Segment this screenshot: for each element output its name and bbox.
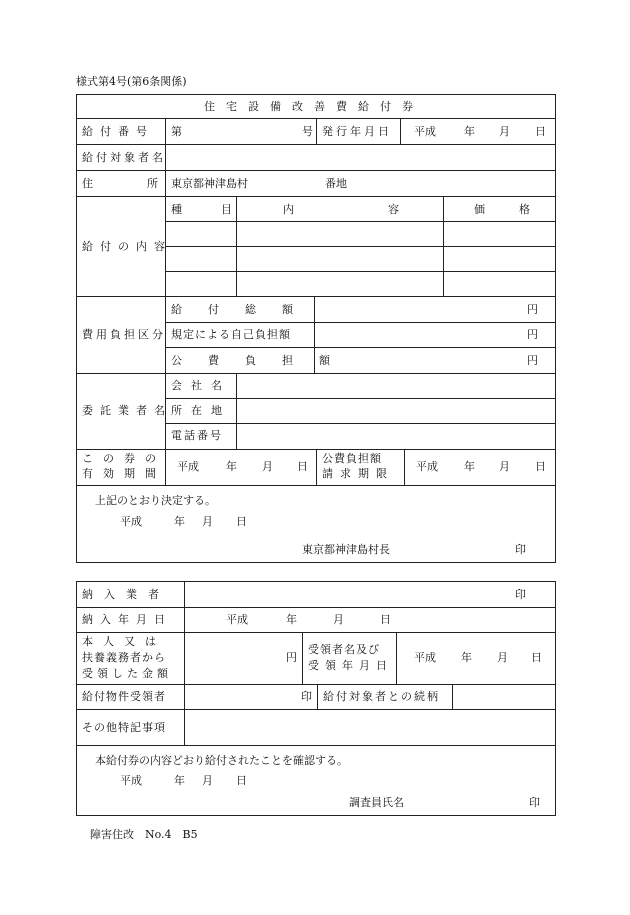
paid-label-2: 扶養義務者から <box>82 651 166 664</box>
number-prefix: 第 <box>171 125 182 138</box>
address-label-1: 住 <box>82 177 93 190</box>
goods-receiver-seal: 印 <box>301 690 312 703</box>
relation-label: 給付対象者との続柄 <box>323 690 440 703</box>
mayor-seal: 印 <box>515 543 526 556</box>
receiver-label-2: 受領年月日 <box>308 659 393 672</box>
valid-label-2: 有効期間 <box>82 467 166 480</box>
receiver-year: 年 <box>461 651 472 664</box>
decision-year: 年 <box>174 515 185 528</box>
delivery-date-label: 納入年月日 <box>82 613 172 626</box>
claim-year: 年 <box>464 460 475 473</box>
address-label-2: 所 <box>147 177 158 190</box>
vendor-label: 納入業者 <box>82 588 170 601</box>
company-addr-label: 所在地 <box>171 404 231 417</box>
inspector-seal: 印 <box>529 796 540 809</box>
issue-date-label: 発行年月日 <box>322 125 392 138</box>
claim-day: 日 <box>535 460 546 473</box>
footer-code: 障害住改 No.4 B5 <box>90 828 198 841</box>
company-tel-label: 電話番号 <box>171 429 223 442</box>
confirm-era: 平成 <box>120 774 142 787</box>
paid-label-1: 本人又は <box>82 635 166 648</box>
col-price-2: 格 <box>519 203 530 216</box>
paid-label-3: 受領した金額 <box>82 667 172 680</box>
decision-era: 平成 <box>120 515 142 528</box>
address-suffix: 番地 <box>325 177 347 190</box>
cost-label: 費用負担区分 <box>82 328 166 341</box>
inspector-label: 調査員氏名 <box>349 796 404 809</box>
col-kind-2: 目 <box>221 203 232 216</box>
issue-month: 月 <box>499 125 510 138</box>
issue-day: 日 <box>535 125 546 138</box>
delivery-day: 日 <box>380 613 391 626</box>
issue-date-era: 平成 <box>414 125 436 138</box>
number-label: 給付番号 <box>82 125 154 138</box>
confirm-month: 月 <box>202 774 213 787</box>
cost-total-label: 給付総額 <box>171 303 319 316</box>
content-label: 給付の内容 <box>82 240 172 253</box>
contractor-label: 委託業者名 <box>82 404 172 417</box>
number-suffix: 号 <box>302 125 313 138</box>
cost-self-label: 規定による自己負担額 <box>171 328 291 341</box>
claim-label-1: 公費負担額 <box>322 452 382 465</box>
cost-self-yen: 円 <box>527 328 538 341</box>
recipient-label: 給付対象者名 <box>82 151 166 164</box>
delivery-month: 月 <box>333 613 344 626</box>
col-price-1: 価 <box>474 203 485 216</box>
valid-day: 日 <box>297 460 308 473</box>
voucher-title: 住宅設備改善費給付券 <box>204 100 424 113</box>
claim-label-2: 請求期限 <box>322 467 394 480</box>
delivery-era: 平成 <box>226 613 248 626</box>
col-kind-1: 種 <box>171 203 182 216</box>
paid-yen: 円 <box>286 651 297 664</box>
form-number: 様式第4号(第6条関係) <box>76 75 187 88</box>
address-value: 東京都神津島村 <box>171 177 248 190</box>
goods-receiver-label: 給付物件受領者 <box>82 690 166 703</box>
confirm-text: 本給付券の内容どおり給付されたことを確認する。 <box>95 754 348 767</box>
col-content-2: 容 <box>388 203 399 216</box>
vendor-seal: 印 <box>515 588 526 601</box>
valid-year: 年 <box>226 460 237 473</box>
confirm-day: 日 <box>236 774 247 787</box>
col-content-1: 内 <box>283 203 294 216</box>
decision-day: 日 <box>236 515 247 528</box>
valid-month: 月 <box>262 460 273 473</box>
claim-month: 月 <box>499 460 510 473</box>
confirm-year: 年 <box>174 774 185 787</box>
issue-year: 年 <box>464 125 475 138</box>
valid-label-1: この券の <box>82 452 166 465</box>
receiver-month: 月 <box>497 651 508 664</box>
delivery-year: 年 <box>286 613 297 626</box>
decision-text: 上記のとおり決定する。 <box>95 494 216 507</box>
company-name-label: 会社名 <box>171 379 231 392</box>
mayor-title: 東京都神津島村長 <box>302 543 390 556</box>
decision-month: 月 <box>202 515 213 528</box>
receiver-day: 日 <box>531 651 542 664</box>
receiver-label-1: 受領者名及び <box>308 643 380 656</box>
claim-era: 平成 <box>416 460 438 473</box>
other-label: その他特記事項 <box>82 721 166 734</box>
cost-total-yen: 円 <box>527 303 538 316</box>
cost-public-yen: 円 <box>527 354 538 367</box>
cost-public-label: 公費負担額 <box>171 354 356 367</box>
receiver-era: 平成 <box>414 651 436 664</box>
valid-era: 平成 <box>177 460 199 473</box>
